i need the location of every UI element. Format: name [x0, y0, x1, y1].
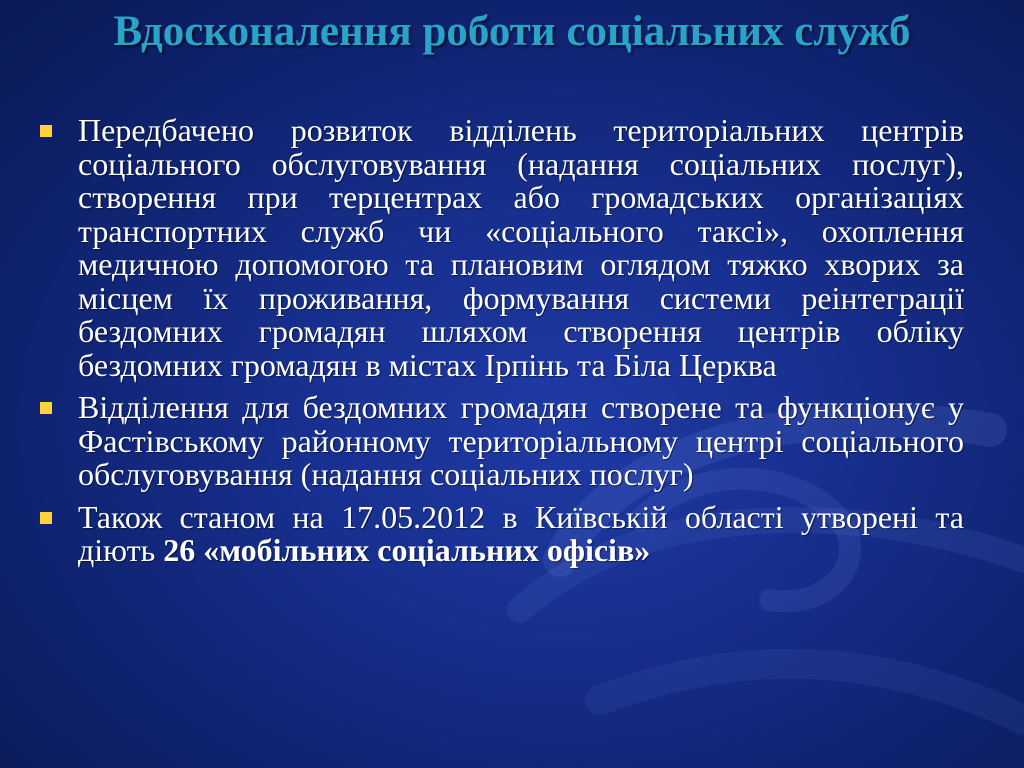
- bullet-item-1-text: Передбачено розвиток відділень територіальних центрів соціального обслуговування (надання соціальних послуг), створення при терцентрах або громадських організаціях транспортних служб чи «соціального таксі», охоплення медичною допомогою та плановим оглядом тяжко хворих за місцем їх проживання, формування системи реінтеграції бездомних громадян шляхом створення центрів обліку бездомних громадян в містах Ірпінь та Біла Церква: [78, 112, 964, 383]
- square-bullet-icon: [40, 125, 52, 137]
- square-bullet-icon: [40, 402, 52, 414]
- bullet-item-3-text: Також станом на 17.05.2012 в Київській області утворені та діють: [78, 498, 964, 568]
- square-bullet-icon: [40, 512, 52, 524]
- bullet-item-3: [40, 498, 964, 568]
- bullet-item-2-text: Відділення для бездомних громадян створене та функціонує у Фастівському районному територіальному центрі соціального обслуговування (надання соціальних послуг): [78, 389, 964, 492]
- bullet-item-3-bold-text: 26 «мобільних соціальних офісів»: [163, 532, 651, 568]
- bullet-item-1: [40, 114, 964, 382]
- slide-title: Вдосконалення роботи соціальних служб: [113, 8, 911, 55]
- bullet-list: [40, 114, 964, 577]
- bullet-item-2: [40, 391, 964, 492]
